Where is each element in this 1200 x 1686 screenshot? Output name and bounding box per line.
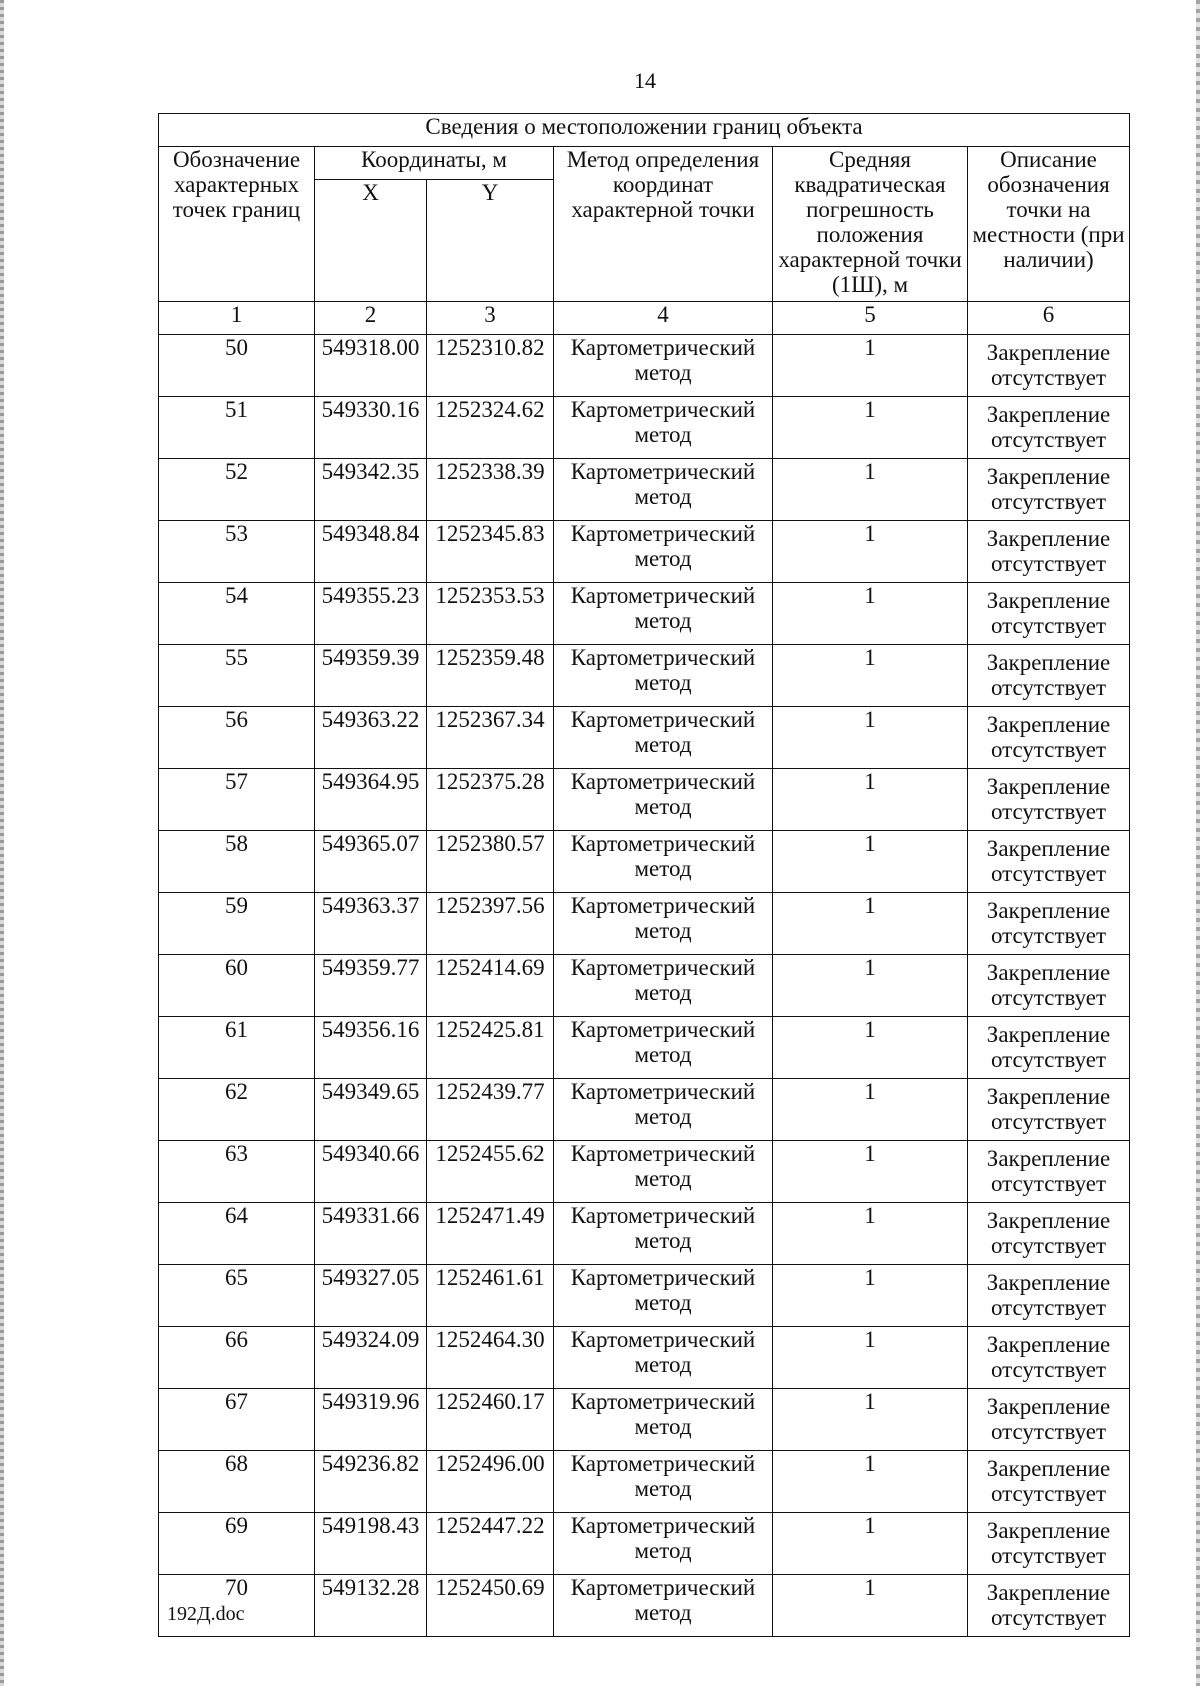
table-row — [159, 1451, 1130, 1513]
scan-edge-left — [0, 0, 4, 1686]
point-number-cell: 53 — [159, 521, 315, 583]
coord-y-cell: 1252461.61 — [427, 1265, 554, 1327]
method-cell: Картометрический метод — [554, 893, 773, 955]
method-cell: Картометрический метод — [554, 397, 773, 459]
coord-x-cell: 549236.82 — [315, 1451, 427, 1513]
table-row — [159, 645, 1130, 707]
coord-x-cell: 549359.77 — [315, 955, 427, 1017]
coord-y-cell: 1252338.39 — [427, 459, 554, 521]
coord-x-cell: 549132.28 — [315, 1575, 427, 1637]
mean-error-cell: 1 — [773, 1141, 968, 1203]
table-row — [159, 1513, 1130, 1575]
mean-error-cell: 1 — [773, 1265, 968, 1327]
method-cell: Картометрический метод — [554, 1389, 773, 1451]
header-mean-error: Средняя квадратическая погрешность положения характерной точки (1Ш), м — [773, 147, 968, 302]
table-row — [159, 893, 1130, 955]
method-cell: Картометрический метод — [554, 583, 773, 645]
method-cell: Картометрический метод — [554, 459, 773, 521]
method-cell: Картометрический метод — [554, 707, 773, 769]
coord-y-cell: 1252414.69 — [427, 955, 554, 1017]
mean-error-cell: 1 — [773, 335, 968, 397]
mean-error-cell: 1 — [773, 459, 968, 521]
description-cell: Закрепление отсутствует — [968, 1079, 1130, 1141]
coord-y-cell: 1252359.48 — [427, 645, 554, 707]
table-row — [159, 1079, 1130, 1141]
description-cell: Закрепление отсутствует — [968, 1389, 1130, 1451]
coord-x-cell: 549198.43 — [315, 1513, 427, 1575]
point-number-cell: 54 — [159, 583, 315, 645]
point-number-cell: 68 — [159, 1451, 315, 1513]
coord-y-cell: 1252397.56 — [427, 893, 554, 955]
coord-x-cell: 549348.84 — [315, 521, 427, 583]
description-cell: Закрепление отсутствует — [968, 831, 1130, 893]
header-x: X — [315, 180, 427, 302]
mean-error-cell: 1 — [773, 397, 968, 459]
point-number-cell: 55 — [159, 645, 315, 707]
table-row — [159, 1265, 1130, 1327]
column-number: 2 — [315, 302, 427, 335]
method-cell: Картометрический метод — [554, 769, 773, 831]
coord-y-cell: 1252455.62 — [427, 1141, 554, 1203]
mean-error-cell: 1 — [773, 1451, 968, 1513]
point-number-cell: 69 — [159, 1513, 315, 1575]
coord-y-cell: 1252380.57 — [427, 831, 554, 893]
coord-x-cell: 549365.07 — [315, 831, 427, 893]
table-row — [159, 1389, 1130, 1451]
coord-x-cell: 549318.00 — [315, 335, 427, 397]
point-number-cell: 66 — [159, 1327, 315, 1389]
method-cell: Картометрический метод — [554, 955, 773, 1017]
table-title-row — [159, 114, 1130, 147]
method-cell: Картометрический метод — [554, 1575, 773, 1637]
header-coordinates: Координаты, м — [315, 147, 554, 180]
point-number-cell: 56 — [159, 707, 315, 769]
description-cell: Закрепление отсутствует — [968, 1513, 1130, 1575]
column-number: 5 — [773, 302, 968, 335]
table-row — [159, 831, 1130, 893]
mean-error-cell: 1 — [773, 1513, 968, 1575]
header-point-designation: Обозначение характерных точек границ — [159, 147, 315, 302]
description-cell: Закрепление отсутствует — [968, 769, 1130, 831]
description-cell: Закрепление отсутствует — [968, 645, 1130, 707]
method-cell: Картометрический метод — [554, 1451, 773, 1513]
coord-y-cell: 1252345.83 — [427, 521, 554, 583]
description-cell: Закрепление отсутствует — [968, 521, 1130, 583]
coord-x-cell: 549319.96 — [315, 1389, 427, 1451]
point-number-cell: 57 — [159, 769, 315, 831]
description-cell: Закрепление отсутствует — [968, 459, 1130, 521]
method-cell: Картометрический метод — [554, 1141, 773, 1203]
header-y: Y — [427, 180, 554, 302]
mean-error-cell: 1 — [773, 831, 968, 893]
header-method: Метод определения координат характерной точки — [554, 147, 773, 302]
coord-y-cell: 1252447.22 — [427, 1513, 554, 1575]
table-row — [159, 1327, 1130, 1389]
point-number-cell: 59 — [159, 893, 315, 955]
coord-y-cell: 1252450.69 — [427, 1575, 554, 1637]
coord-x-cell: 549359.39 — [315, 645, 427, 707]
method-cell: Картометрический метод — [554, 831, 773, 893]
coord-x-cell: 549363.37 — [315, 893, 427, 955]
column-number: 3 — [427, 302, 554, 335]
coord-y-cell: 1252367.34 — [427, 707, 554, 769]
method-cell: Картометрический метод — [554, 1265, 773, 1327]
description-cell: Закрепление отсутствует — [968, 1265, 1130, 1327]
coord-x-cell: 549327.05 — [315, 1265, 427, 1327]
description-cell: Закрепление отсутствует — [968, 1451, 1130, 1513]
description-cell: Закрепление отсутствует — [968, 335, 1130, 397]
mean-error-cell: 1 — [773, 521, 968, 583]
mean-error-cell: 1 — [773, 955, 968, 1017]
table-row — [159, 1141, 1130, 1203]
table-row — [159, 459, 1130, 521]
table-row — [159, 955, 1130, 1017]
mean-error-cell: 1 — [773, 1017, 968, 1079]
coord-x-cell: 549355.23 — [315, 583, 427, 645]
mean-error-cell: 1 — [773, 1327, 968, 1389]
table-row — [159, 521, 1130, 583]
description-cell: Закрепление отсутствует — [968, 1575, 1130, 1637]
point-number-cell: 50 — [159, 335, 315, 397]
mean-error-cell: 1 — [773, 1079, 968, 1141]
page-number: 14 — [634, 68, 656, 93]
table-row — [159, 397, 1130, 459]
method-cell: Картометрический метод — [554, 335, 773, 397]
coord-x-cell: 549330.16 — [315, 397, 427, 459]
mean-error-cell: 1 — [773, 1575, 968, 1637]
column-number-row — [159, 302, 1130, 335]
coord-x-cell: 549342.35 — [315, 459, 427, 521]
point-number-cell: 63 — [159, 1141, 315, 1203]
coord-y-cell: 1252496.00 — [427, 1451, 554, 1513]
table-row — [159, 707, 1130, 769]
coord-x-cell: 549363.22 — [315, 707, 427, 769]
mean-error-cell: 1 — [773, 645, 968, 707]
coord-y-cell: 1252425.81 — [427, 1017, 554, 1079]
method-cell: Картометрический метод — [554, 1203, 773, 1265]
description-cell: Закрепление отсутствует — [968, 1203, 1130, 1265]
mean-error-cell: 1 — [773, 769, 968, 831]
coord-y-cell: 1252439.77 — [427, 1079, 554, 1141]
column-number: 4 — [554, 302, 773, 335]
table-title: Сведения о местоположении границ объекта — [159, 114, 1130, 147]
method-cell: Картометрический метод — [554, 1513, 773, 1575]
method-cell: Картометрический метод — [554, 1327, 773, 1389]
footer-filename: 192Д.doc — [167, 1603, 245, 1625]
point-number-cell: 65 — [159, 1265, 315, 1327]
point-number-cell: 61 — [159, 1017, 315, 1079]
header-row — [159, 147, 1130, 180]
description-cell: Закрепление отсутствует — [968, 955, 1130, 1017]
table-row — [159, 1017, 1130, 1079]
mean-error-cell: 1 — [773, 583, 968, 645]
description-cell: Закрепление отсутствует — [968, 397, 1130, 459]
description-cell: Закрепление отсутствует — [968, 1017, 1130, 1079]
point-number-cell: 70 — [159, 1575, 315, 1637]
coord-y-cell: 1252353.53 — [427, 583, 554, 645]
point-number-cell: 52 — [159, 459, 315, 521]
column-number: 6 — [968, 302, 1130, 335]
point-number-cell: 51 — [159, 397, 315, 459]
table-row — [159, 1203, 1130, 1265]
coord-y-cell: 1252471.49 — [427, 1203, 554, 1265]
table-row — [159, 769, 1130, 831]
table-row — [159, 583, 1130, 645]
method-cell: Картометрический метод — [554, 521, 773, 583]
coord-y-cell: 1252460.17 — [427, 1389, 554, 1451]
coord-x-cell: 549356.16 — [315, 1017, 427, 1079]
description-cell: Закрепление отсутствует — [968, 1327, 1130, 1389]
mean-error-cell: 1 — [773, 1203, 968, 1265]
scan-edge-right — [1196, 0, 1200, 1686]
coord-x-cell: 549324.09 — [315, 1327, 427, 1389]
method-cell: Картометрический метод — [554, 1017, 773, 1079]
point-number-cell: 58 — [159, 831, 315, 893]
column-number: 1 — [159, 302, 315, 335]
point-number-cell: 60 — [159, 955, 315, 1017]
point-number-cell: 62 — [159, 1079, 315, 1141]
coord-y-cell: 1252464.30 — [427, 1327, 554, 1389]
coord-x-cell: 549364.95 — [315, 769, 427, 831]
description-cell: Закрепление отсутствует — [968, 893, 1130, 955]
table-row — [159, 335, 1130, 397]
coord-y-cell: 1252375.28 — [427, 769, 554, 831]
description-cell: Закрепление отсутствует — [968, 1141, 1130, 1203]
point-number-cell: 64 — [159, 1203, 315, 1265]
coord-y-cell: 1252310.82 — [427, 335, 554, 397]
coord-y-cell: 1252324.62 — [427, 397, 554, 459]
description-cell: Закрепление отсутствует — [968, 583, 1130, 645]
boundary-coordinates-table — [158, 113, 1130, 1637]
method-cell: Картометрический метод — [554, 645, 773, 707]
table-row — [159, 1575, 1130, 1637]
coord-x-cell: 549349.65 — [315, 1079, 427, 1141]
header-description: Описание обозначения точки на местности (при наличии) — [968, 147, 1130, 302]
method-cell: Картометрический метод — [554, 1079, 773, 1141]
coord-x-cell: 549340.66 — [315, 1141, 427, 1203]
mean-error-cell: 1 — [773, 893, 968, 955]
description-cell: Закрепление отсутствует — [968, 707, 1130, 769]
coord-x-cell: 549331.66 — [315, 1203, 427, 1265]
point-number-cell: 67 — [159, 1389, 315, 1451]
mean-error-cell: 1 — [773, 1389, 968, 1451]
mean-error-cell: 1 — [773, 707, 968, 769]
